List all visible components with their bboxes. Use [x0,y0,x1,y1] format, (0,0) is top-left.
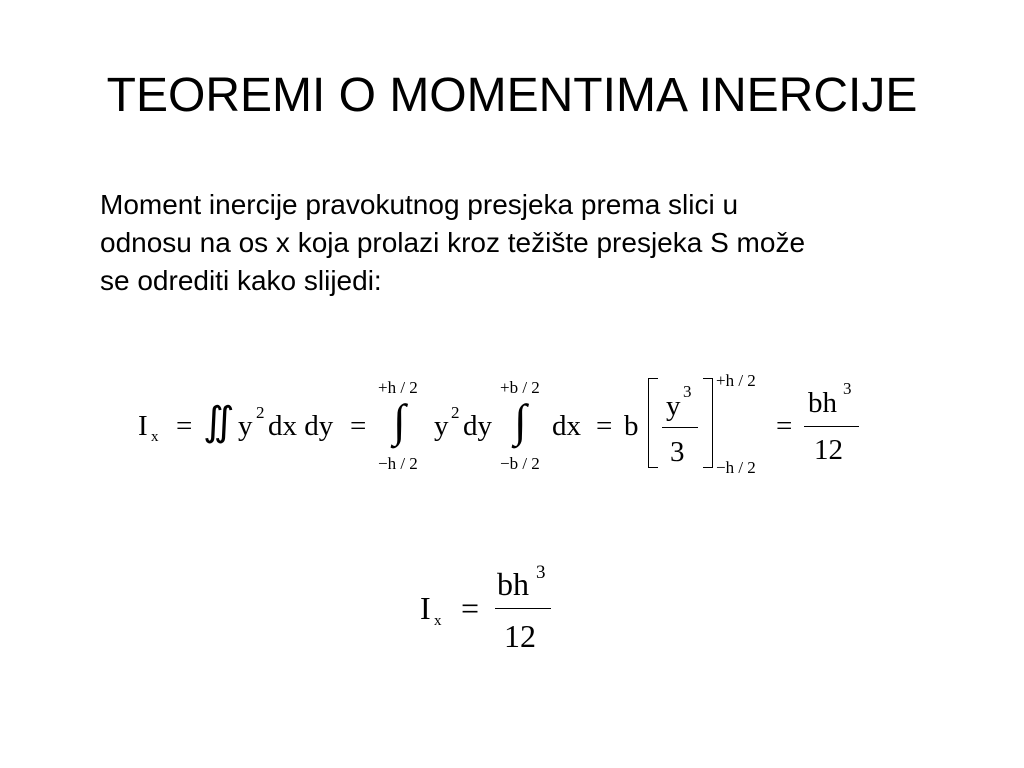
evaluation-lower-limit: −h / 2 [716,458,756,477]
formula-b: b [624,410,639,442]
intro-paragraph [100,186,980,300]
slide-title: TEOREMI O MOMENTIMA INERCIJE [106,69,918,122]
formula-equals-3: = [596,410,613,442]
final-equals: = [461,590,480,626]
integral-2-upper-limit: +b / 2 [500,378,540,397]
right-bracket [703,378,713,468]
result-denominator-12: 12 [814,434,843,466]
left-bracket [648,378,658,468]
formula-y-1: y [238,410,253,442]
integral-1-lower-limit: −h / 2 [378,454,418,473]
integral-1-sign: ∫ [393,395,406,446]
result-numerator-exp-3: 3 [843,379,852,398]
final-numerator-exp-3: 3 [536,562,546,583]
formula-exp-2a: 2 [256,403,265,422]
formula-equals-1: = [176,410,193,442]
paragraph-line-1: Moment inercije pravokutnog presjeka prema slici u [100,189,739,220]
bracket-fraction-y: y [666,390,681,422]
final-numerator-bh: bh [497,566,529,602]
final-fraction-line [495,608,551,609]
final-I-subscript: x [434,613,442,629]
final-I: I [420,590,431,626]
formula-I: I [138,410,148,442]
formula-dx: dx [552,410,581,442]
double-integral-sign: ∬ [203,399,235,444]
bracket-fraction-denominator: 3 [670,436,685,468]
formula-dxdy: dx dy [268,410,334,442]
bracket-fraction-line [662,427,698,428]
formula-dy: dy [463,410,492,442]
final-denominator-12: 12 [504,618,536,654]
formula-exp-2b: 2 [451,403,460,422]
evaluation-upper-limit: +h / 2 [716,371,756,390]
paragraph-line-3: se odrediti kako slijedi: [100,265,382,296]
integral-1-upper-limit: +h / 2 [378,378,418,397]
result-fraction-line [804,426,859,427]
paragraph-line-2: odnosu na os x koja prolazi kroz težište presjeka S može [100,227,806,258]
formula-y-2: y [434,410,449,442]
integral-2-lower-limit: −b / 2 [500,454,540,473]
integral-2-sign: ∫ [514,395,527,446]
formula-equals-2: = [350,410,367,442]
result-numerator-bh: bh [808,387,837,419]
bracket-fraction-exp-3: 3 [683,382,692,401]
formula-I-subscript: x [151,429,159,445]
formula-equals-4: = [776,410,793,442]
